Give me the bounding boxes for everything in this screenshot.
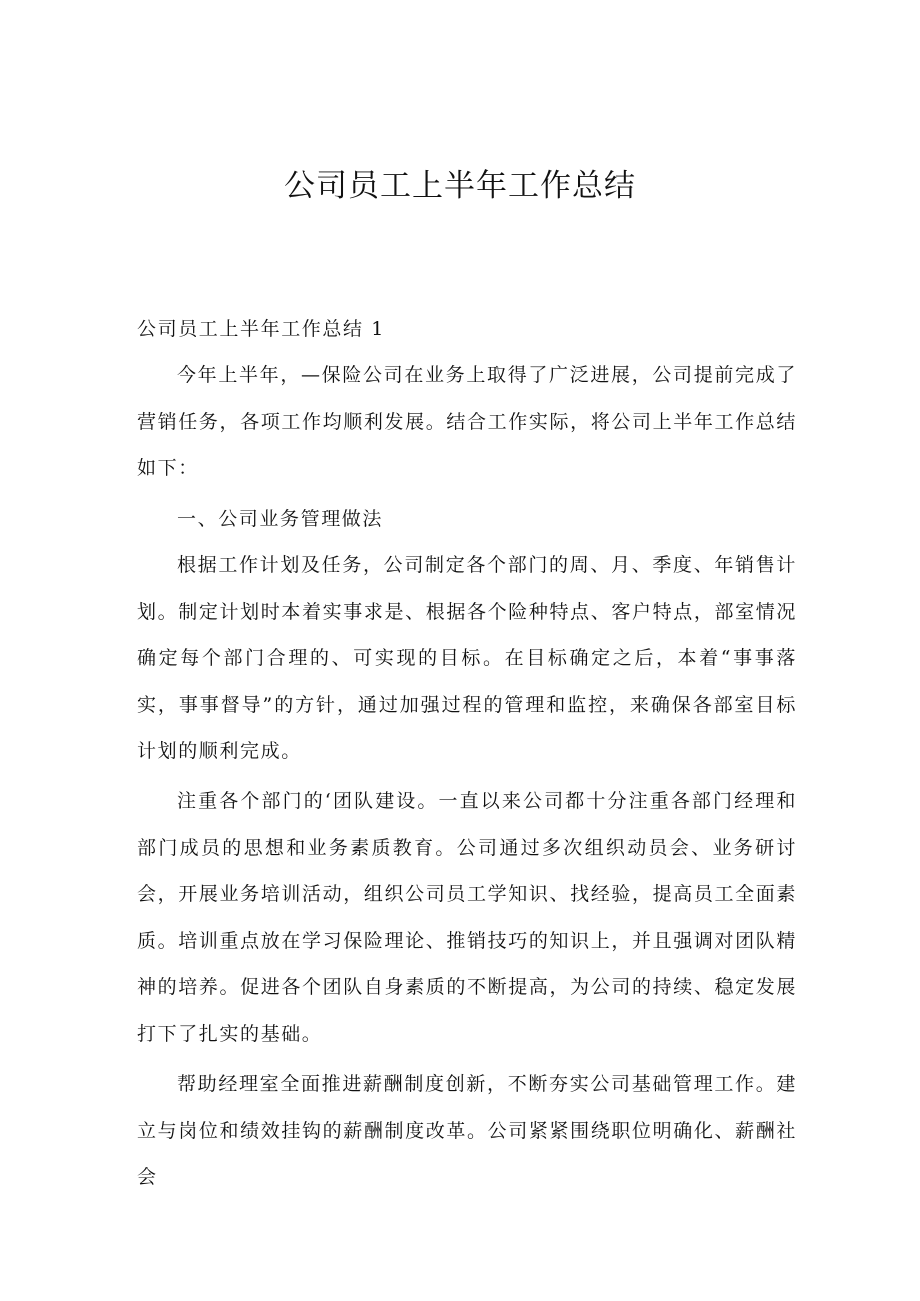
paragraph-team-building: 注重各个部门的‘团队建设。一直以来公司都十分注重各部门经理和部门成员的思想和业务素质教育。公司通过多次组织动员会、业务研讨会，开展业务培训活动，组织公司员工学知识、找经验，提高员工全面素质。培训重点放在学习保险理论、推销技巧的知识上，并且强调对团队精神的培养。促进各个团队自身素质的不断提高，为公司的持续、稳定发展打下了扎实的基础。 bbox=[137, 790, 797, 1045]
subheading-business-management: 一、公司业务管理做法 bbox=[177, 508, 384, 530]
document-title: 公司员工上半年工作总结 bbox=[284, 168, 636, 204]
paragraph-sales-plan: 根据工作计划及任务，公司制定各个部门的周、月、季度、年销售计划。制定计划时本着实事求是、根据各个险种特点、客户特点，部室情况确定每个部门合理的、可实现的目标。在目标确定之后，本着“事事落实，事事督导”的方针，通过加强过程的管理和监控，来确保各部室目标计划的顺利完成。 bbox=[137, 554, 797, 762]
section-heading: 公司员工上半年工作总结 1 bbox=[137, 318, 385, 340]
paragraph-salary-reform: 帮助经理室全面推进薪酬制度创新，不断夯实公司基础管理工作。建立与岗位和绩效挂钩的薪酬制度改革。公司紧紧围绕职位明确化、薪酬社会 bbox=[137, 1073, 797, 1188]
paragraph-intro: 今年上半年，—保险公司在业务上取得了广泛进展，公司提前完成了营销任务，各项工作均顺利发展。结合工作实际，将公司上半年工作总结如下： bbox=[137, 364, 797, 479]
